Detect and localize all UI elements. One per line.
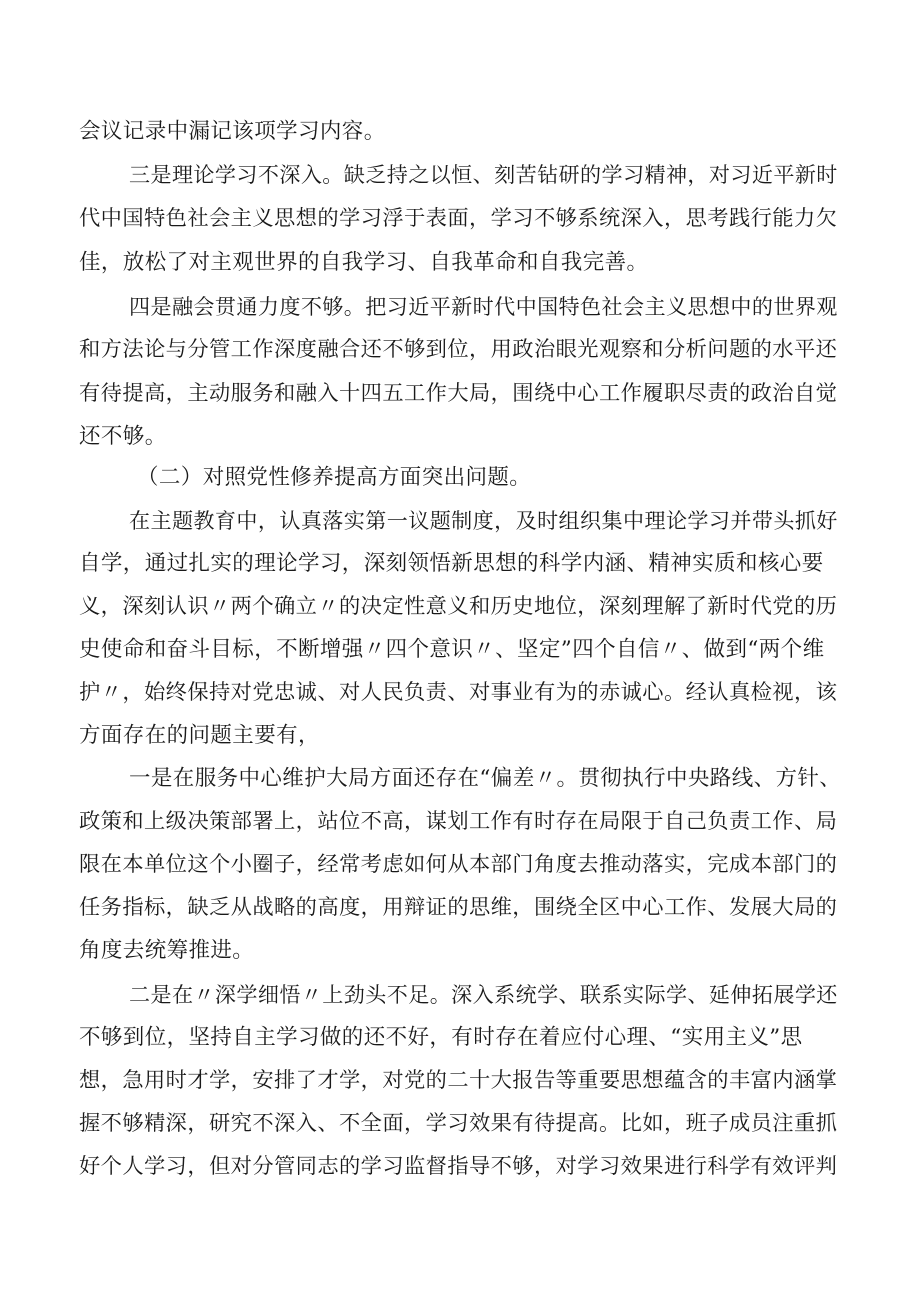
text-line: 自学，通过扎实的理论学习，深刻领悟新思想的科学内涵、精神实质和核心要 — [79, 551, 824, 576]
text-line: 一是在服务中心维护大局方面还存在“偏差〃。贯彻执行中央路线、方针、 — [129, 766, 842, 791]
text-line: 佳，放松了对主观世界的自我学习、自我革命和自我完善。 — [79, 250, 649, 275]
text-line: 有待提高，主动服务和融入十四五工作大局，围绕中心工作履职尽责的政治自觉 — [79, 381, 838, 406]
text-line: 还不够。 — [79, 424, 167, 449]
text-line: 在主题教育中，认真落实第一议题制度，及时组织集中理论学习并带头抓好 — [129, 508, 838, 533]
text-line: 会议记录中漏记该项学习内容。 — [79, 119, 386, 144]
text-line: 护〃，始终保持对党忠诚、对人民负责、对事业有为的赤诚心。经认真检视，该 — [79, 680, 838, 705]
text-line: 不够到位，坚持自主学习做的还不好，有时存在着应付心理、“实用主义”思 — [79, 1025, 803, 1050]
text-line: 角度去统筹推进。 — [79, 938, 255, 963]
text-line: 方面存在的问题主要有， — [79, 723, 320, 748]
text-line: 任务指标，缺乏从战略的高度，用辩证的思维，围绕全区中心工作、发展大局的 — [79, 895, 838, 920]
text-line: 代中国特色社会主义思想的学习浮于表面，学习不够系统深入，思考践行能力欠 — [79, 206, 838, 231]
section-heading: （二）对照党性修养提高方面突出问题。 — [137, 465, 532, 490]
text-line: 义，深刻认识〃两个确立〃的决定性意义和历史地位，深刻理解了新时代党的历 — [79, 594, 838, 619]
text-line: 和方法论与分管工作深度融合还不够到位，用政治眼光观察和分析问题的水平还 — [79, 337, 838, 362]
text-line: 政策和上级决策部署上，站位不高，谋划工作有时存在局限于自己负责工作、局 — [79, 809, 838, 834]
text-line: 限在本单位这个小圈子，经常考虑如何从本部门角度去推动落实，完成本部门的 — [79, 852, 838, 877]
text-line: 想，急用时才学，安排了才学，对党的二十大报告等重要思想蕴含的丰富内涵掌 — [79, 1068, 838, 1093]
text-line: 三是理论学习不深入。缺乏持之以恒、刻苦钻研的学习精神，对习近平新时 — [129, 162, 838, 187]
text-line: 好个人学习，但对分管同志的学习监督指导不够，对学习效果进行科学有效评判 — [79, 1154, 838, 1179]
text-line: 四是融会贯通力度不够。把习近平新时代中国特色社会主义思想中的世界观 — [129, 294, 838, 319]
text-line: 握不够精深，研究不深入、不全面，学习效果有待提高。比如，班子成员注重抓 — [79, 1111, 838, 1136]
text-line: 二是在〃深学细悟〃上劲头不足。深入系统学、联系实际学、延伸拓展学还 — [129, 982, 838, 1007]
text-line: 史使命和奋斗目标，不断增强〃四个意识〃、坚定”四个自信〃、做到“两个维 — [79, 637, 825, 662]
